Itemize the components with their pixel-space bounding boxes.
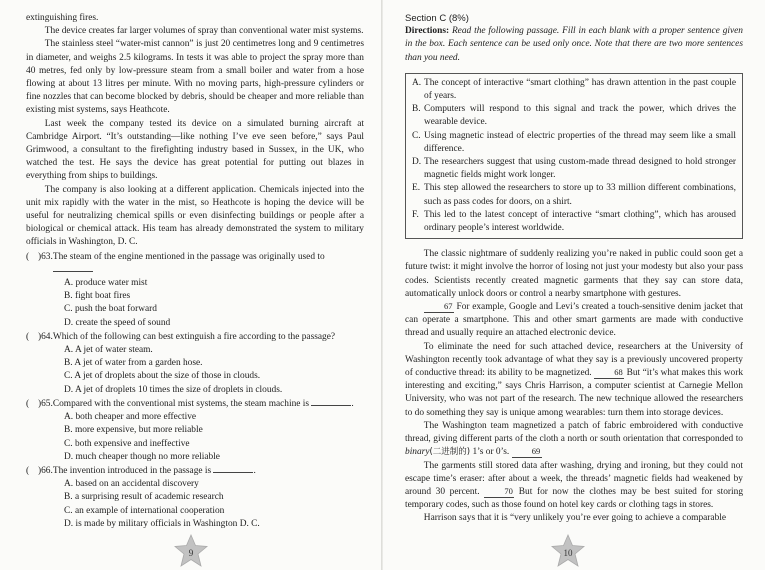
passage-paragraph: The stainless steel “water-mist cannon” is just 20 centimetres long and 9 centimetres in diameter, and weighs 2.5 kilograms. In tests it was able to project the spray more than 40 metres, fed only by low-pressure steam from a small boiler and water from a hose flowing at about 13 litres per minute. With no moving parts, high-pressure cylinders or fine nozzles that can become blocked by debris, should be cheaper and more reliable than existing mist systems, says Heathcote.	[26, 39, 364, 116]
question-64	[26, 331, 364, 397]
option[interactable]: C. A jet of droplets about the size of those in clouds.	[64, 371, 261, 382]
question-stem: The invention introduced in the passage is .	[52, 465, 256, 476]
passage-paragraph: The classic nightmare of suddenly realizing you’re naked in public could soon get a future twist: it might involve the horror of losing not just your modesty but also your pass codes. Scientists recently created magnetic garments that they say can store data, automatically unlock doors or control a nearby smartphone with gestures.	[405, 249, 743, 299]
question-number: )65.	[38, 398, 53, 409]
box-item: F. This led to the latest concept of interactive “smart clothing”, which has aroused ordinary people’s interest worldwide.	[412, 209, 736, 234]
blank-70[interactable]: 70	[484, 486, 514, 498]
sentence-options-box	[405, 73, 743, 239]
option[interactable]: B. fight boat fires	[64, 291, 131, 302]
passage-paragraph: To eliminate the need for such attached device, researchers at the University of Washington recently took advantage of what they say is a previously uncovered property of conductive thread: its ability to be magnetized. 68 But “it’s what makes this work interesting and exciting,” says Chris Harrison, a computer scientist at Carnegie Mellon University, who was not part of the research. The new technique allowed the researchers to do something they say is unique among wearables: turn them into storage devices.	[405, 341, 744, 418]
option[interactable]: D. A jet of droplets 10 times the size of droplets in clouds.	[64, 384, 283, 395]
option[interactable]: A. A jet of water steam.	[64, 345, 153, 356]
question-63	[26, 251, 364, 330]
passage-paragraph: The Washington team magnetized a patch of fabric embroidered with conductive thread, giving different parts of the cloth a north or south orientation that corresponded to binary(二进制的) 1’s or 0’s. 69	[405, 420, 743, 458]
option[interactable]: D. is made by military officials in Washington D. C.	[64, 518, 260, 529]
answer-blank[interactable]	[311, 405, 351, 406]
passage-paragraph: Harrison says that it is “very unlikely you’re ever going to achieve a comparable	[423, 513, 727, 524]
answer-blank[interactable]	[53, 271, 93, 272]
blank-68[interactable]: 68	[594, 367, 624, 379]
option[interactable]: D. create the speed of sound	[64, 317, 171, 328]
passage-paragraph: The garments still stored data after washing, drying and ironing, but they could not escape time’s eraser: after about a week, the threads’ magnetic fields had weakened by around 30 percent. 70 But for now the clothes may be best suited for storing temporary codes, such as those found on hotel key cards or clothing tags in stores.	[405, 460, 744, 511]
box-item: D. The researchers suggest that using custom-made thread designed to hold stronger magnetic fields might work longer.	[412, 157, 736, 181]
option[interactable]: C. push the boat forward	[64, 304, 157, 315]
page-number-badge	[551, 534, 585, 568]
box-item: E. This step allowed the researchers to store up to 33 million different combinations, such as pass codes for doors, on a shirt.	[412, 183, 736, 207]
question-stem: The steam of the engine mentioned in the passage was originally used to	[53, 251, 364, 277]
directions-label: Directions:	[405, 26, 450, 37]
passage-paragraph: Last week the company tested its device on a simulated burning aircraft at Cambridge Airport. “It’s outstanding—like nothing I’ve eve seen before,” says Paul Grimwood, a consultant to the firefighting industry based in Sussex, in the UK, who watched the test. He says the device has great potential for putting out blazes in everything from ships to buildings.	[26, 118, 364, 182]
option[interactable]: A. produce water mist	[64, 278, 148, 289]
section-title: Section C (8%)	[405, 13, 469, 24]
option[interactable]: D. much cheaper though no more reliable	[64, 451, 220, 462]
passage-paragraph: extinguishing fires.	[26, 13, 99, 23]
option[interactable]: A. both cheaper and more effective	[64, 412, 197, 423]
answer-blank[interactable]	[213, 472, 253, 473]
option[interactable]: C. an example of international cooperation	[64, 505, 225, 516]
blank-67[interactable]: 67	[424, 301, 454, 313]
option[interactable]: B. a surprising result of academic research	[64, 492, 224, 503]
option[interactable]: C. both expensive and ineffective	[64, 438, 190, 449]
option[interactable]: A. based on an accidental discovery	[64, 479, 199, 490]
question-number: )63.	[38, 251, 53, 262]
page-number: 9	[188, 548, 194, 558]
question-number: )66.	[38, 465, 53, 476]
question-65	[26, 398, 364, 464]
passage-paragraph: The device creates far larger volumes of spray than conventional water mist systems.	[44, 26, 364, 37]
box-item: C. Using magnetic instead of electric properties of the thread may seem like a small difference.	[412, 130, 736, 154]
option[interactable]: B. more expensive, but more reliable	[64, 425, 203, 436]
box-item: A. The concept of interactive “smart clothing” has drawn attention in the past couple of years.	[412, 77, 736, 102]
question-stem: Which of the following can best extinguish a fire according to the passage?	[52, 331, 336, 342]
question-66	[26, 465, 364, 531]
question-stem: Compared with the conventional mist systems, the steam machine is .	[52, 398, 354, 409]
blank-69[interactable]: 69	[512, 446, 542, 458]
passage-paragraph: 67 For example, Google and Levi’s created a touch-sensitive denim jacket that can operate a smartphone. This and other smart garments are made with conductive thread and usually require an attached electronic device.	[405, 301, 743, 339]
directions: Directions: Read the following passage. Fill in each blank with a proper sentence given in the box. Each sentence can be used only once. Note that there are two more sentences than you need.	[405, 26, 743, 63]
passage-paragraph: The company is also looking at a different application. Chemicals injected into the unit mix rapidly with the water in the mist, so Heathcote is hoping the device will be useful for neutralizing chemical spills or even disinfecting buildings or people after a biological or chemical attack. His team has already demonstrated the system to military officials in Washington, D. C.	[26, 184, 364, 248]
answer-bracket[interactable]: (	[26, 251, 30, 262]
page-number: 10	[563, 548, 573, 558]
answer-bracket[interactable]: (	[26, 398, 30, 409]
answer-bracket[interactable]: (	[26, 465, 30, 476]
box-item: B. Computers will respond to this signal and track the power, which drives the wearable device.	[412, 104, 736, 128]
right-page	[383, 0, 765, 570]
question-number: )64.	[38, 331, 53, 342]
page-number-badge	[174, 534, 208, 568]
answer-bracket[interactable]: (	[26, 331, 30, 342]
left-page	[0, 0, 382, 570]
option[interactable]: B. A jet of water from a garden hose.	[64, 358, 203, 369]
